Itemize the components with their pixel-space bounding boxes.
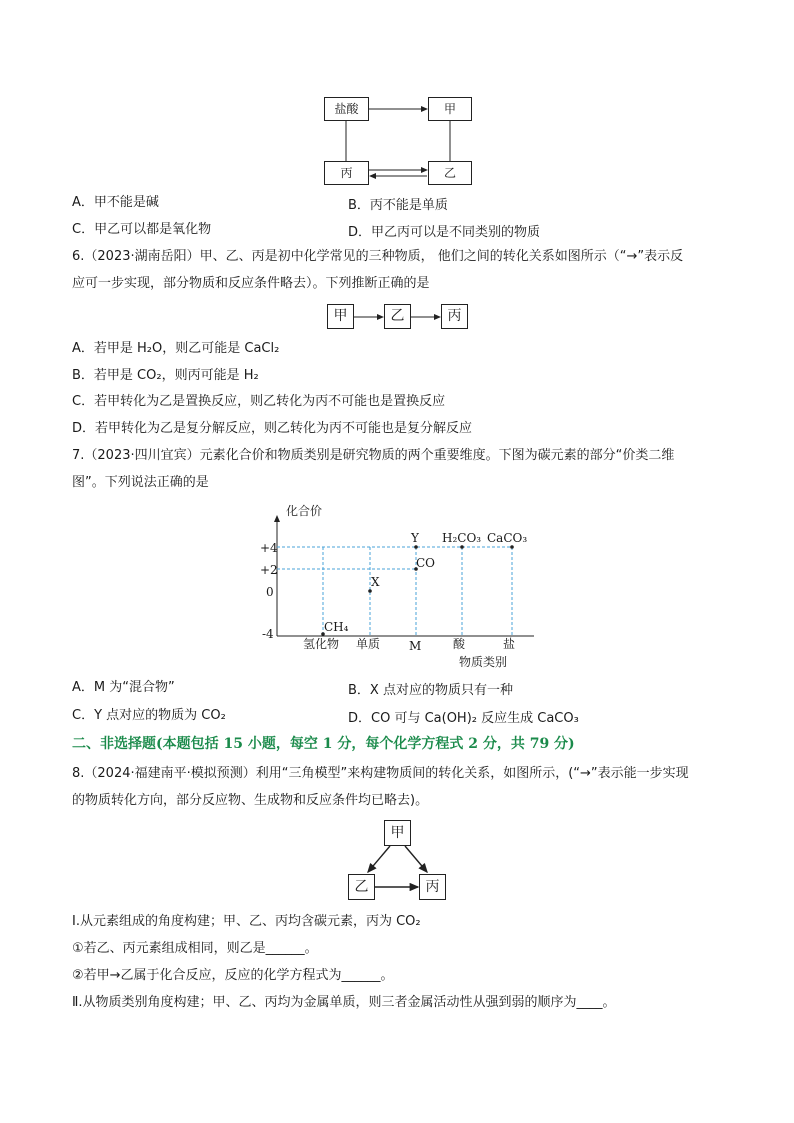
q5-option-d: D．甲乙丙可以是不同类别的物质 (348, 225, 541, 240)
q6-option-d: D．若甲转化为乙是复分解反应，则乙转化为丙不可能也是复分解反应 (72, 421, 473, 436)
q5-option-b: B．丙不能是单质 (348, 198, 448, 213)
q7-option-c: C．Y 点对应的物质为 CO₂ (72, 708, 226, 723)
section-heading-non-choice: 二、非选择题(本题包括 15 小题，每空 1 分，每个化学方程式 2 分，共 79 分) (72, 736, 575, 752)
x-cat-hydride: 氢化物 (303, 637, 340, 651)
label-y: Y (411, 531, 419, 545)
y-axis-title: 化合价 (286, 504, 323, 518)
diagram-box-bing: 丙 (324, 161, 369, 185)
x-cat-element: 单质 (356, 637, 381, 651)
triangle-box-yi: 乙 (348, 874, 375, 900)
y-tick-0: 0 (266, 585, 274, 599)
q8-subquestion-1: ①若乙、丙元素组成相同，则乙是______。 (72, 941, 318, 956)
y-tick-plus2: +2 (260, 563, 278, 577)
q5-option-a: A．甲不能是碱 (72, 195, 159, 210)
triangle-box-bing: 丙 (419, 874, 446, 900)
q7-option-b: B．X 点对应的物质只有一种 (348, 683, 513, 698)
label-caco3: CaCO₃ (487, 531, 528, 545)
q8-part2: Ⅱ.从物质类别角度构建；甲、乙、丙均为金属单质，则三者金属活动性从强到弱的顺序为____。 (72, 995, 616, 1010)
q8-subquestion-2: ②若甲→乙属于化合反应，反应的化学方程式为______。 (72, 968, 394, 983)
x-cat-acid: 酸 (453, 637, 466, 651)
chain-box-jia: 甲 (327, 304, 354, 329)
x-cat-m: M (409, 639, 422, 653)
chain-box-yi: 乙 (384, 304, 411, 329)
label-h2co3: H₂CO₃ (442, 531, 482, 545)
x-cat-salt: 盐 (503, 637, 516, 651)
y-tick-minus4: -4 (262, 627, 274, 641)
q7-option-a: A．M 为“混合物” (72, 680, 175, 695)
q6-stem-line1: 6.（2023·湖南岳阳）甲、乙、丙是初中化学常见的三种物质， 他们之间的转化关系如图所示（“→”表示反 (72, 249, 684, 264)
q7-stem-line2: 图”。下列说法正确的是 (72, 475, 209, 490)
q6-option-a: A．若甲是 H₂O，则乙可能是 CaCl₂ (72, 341, 280, 356)
x-axis-title: 物质类别 (459, 655, 508, 669)
label-co: CO (416, 556, 436, 570)
diagram-box-hydrochloric-acid: 盐酸 (324, 97, 369, 121)
q5-option-c: C．甲乙可以都是氧化物 (72, 222, 212, 237)
label-ch4: CH₄ (324, 620, 349, 634)
q8-part1-intro: Ⅰ.从元素组成的角度构建；甲、乙、丙均含碳元素，丙为 CO₂ (72, 914, 421, 929)
chain-box-bing: 丙 (441, 304, 468, 329)
y-tick-plus4: +4 (260, 541, 278, 555)
triangle-box-jia: 甲 (384, 820, 411, 846)
q7-option-d: D．CO 可与 Ca(OH)₂ 反应生成 CaCO₃ (348, 711, 579, 726)
q8-stem-line2: 的物质转化方向，部分反应物、生成物和反应条件均已略去)。 (72, 793, 429, 808)
q6-stem-line2: 应可一步实现，部分物质和反应条件略去）。下列推断正确的是 (72, 276, 430, 291)
q8-stem-line1: 8.（2024·福建南平·模拟预测）利用“三角模型”来构建物质间的转化关系，如图所示，(“→”表示能一步实现 (72, 766, 689, 781)
q6-option-b: B．若甲是 CO₂，则丙可能是 H₂ (72, 368, 259, 383)
q6-option-c: C．若甲转化为乙是置换反应，则乙转化为丙不可能也是置换反应 (72, 394, 446, 409)
diagram-box-yi: 乙 (428, 161, 472, 185)
diagram-box-jia: 甲 (428, 97, 472, 121)
label-x: X (371, 575, 380, 589)
q7-stem-line1: 7.（2023·四川宜宾）元素化合价和物质类别是研究物质的两个重要维度。下图为碳元素的部分“价类二维 (72, 448, 675, 463)
